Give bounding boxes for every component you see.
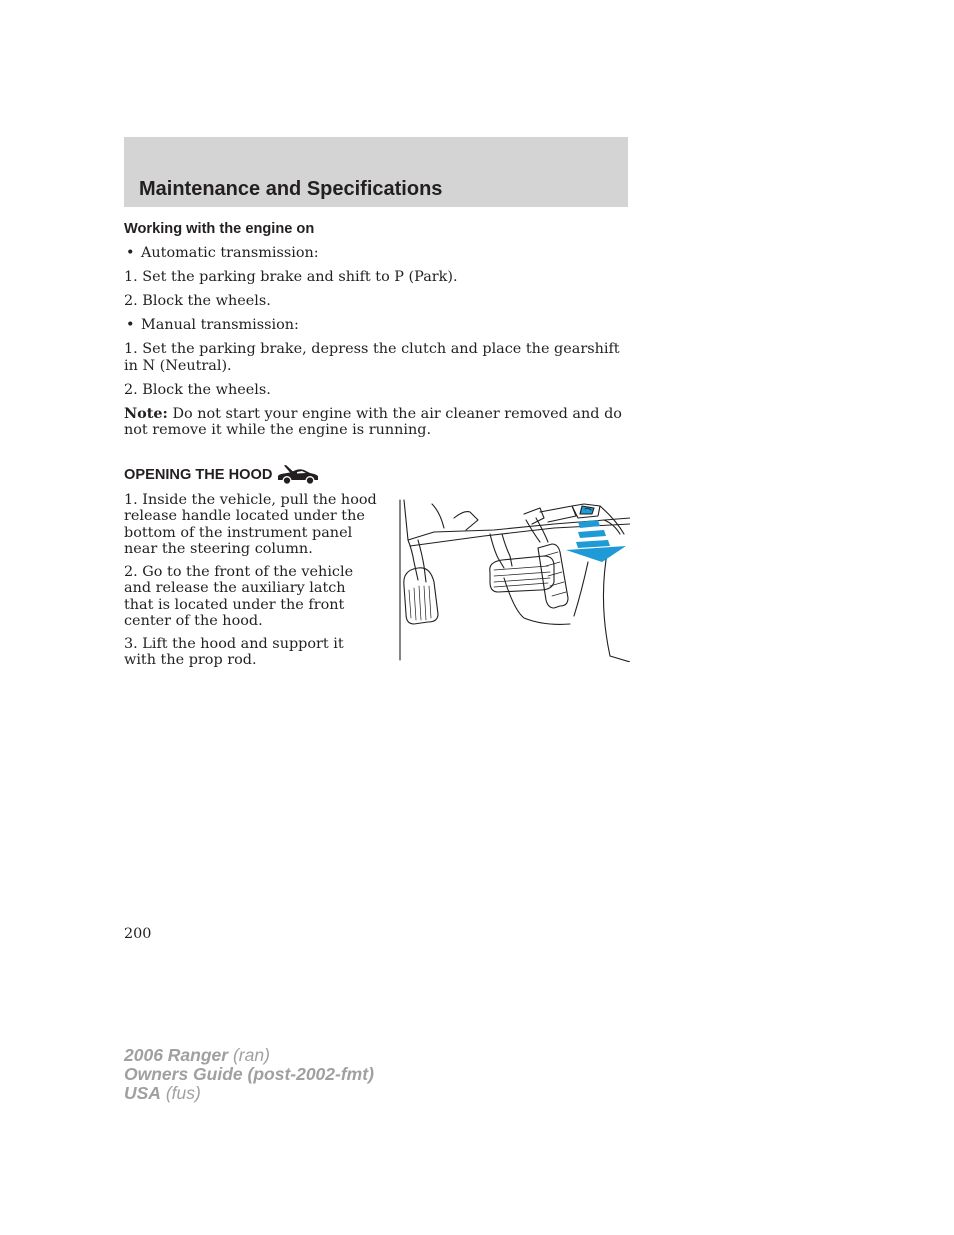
bullet-automatic: • Automatic transmission: (126, 245, 319, 261)
bullet-dot: • (126, 317, 135, 333)
opening-hood-heading: OPENING THE HOOD (124, 464, 628, 486)
note-text: Do not start your engine with the air cleaner removed and do not remove it while the engine is running. (124, 405, 622, 438)
hood-step-3: 3. Lift the hood and support it with the prop rod. (124, 635, 344, 668)
note (124, 406, 628, 439)
pull-direction-arrow (566, 520, 626, 562)
page-number: 200 (124, 926, 152, 942)
hood-release-illustration (394, 490, 630, 662)
hood-section (124, 492, 628, 669)
footer-line-2: Owners Guide (post-2002-fmt) (124, 1064, 374, 1084)
manual-step-1: 1. Set the parking brake, depress the clutch and place the gearshift in N (Neutral). (124, 341, 620, 374)
manual-step-2: 2. Block the wheels. (124, 381, 271, 398)
engine-on-heading: Working with the engine on (124, 221, 315, 237)
page-content (124, 221, 628, 675)
hood-step-1: 1. Inside the vehicle, pull the hood release handle located under the bottom of the instrument panel near the steering column. (124, 491, 377, 557)
bullet-dot: • (126, 245, 135, 261)
section-header-band (124, 137, 628, 207)
car-hood-open-icon (276, 464, 320, 486)
auto-step-2: 2. Block the wheels. (124, 293, 271, 309)
footer-line-3: USA (fus) (124, 1083, 201, 1103)
auto-step-1: 1. Set the parking brake and shift to P (Park). (124, 269, 458, 285)
footer-line-1: 2006 Ranger (ran) (124, 1045, 270, 1065)
hood-steps (124, 492, 377, 669)
document-footer (124, 1046, 374, 1103)
hood-step-2: 2. Go to the front of the vehicle and release the auxiliary latch that is located under the front center of the hood. (124, 563, 354, 629)
bullet-manual: • Manual transmission: (126, 317, 299, 333)
section-title: Maintenance and Specifications (139, 178, 443, 200)
note-label: Note: (124, 404, 168, 422)
